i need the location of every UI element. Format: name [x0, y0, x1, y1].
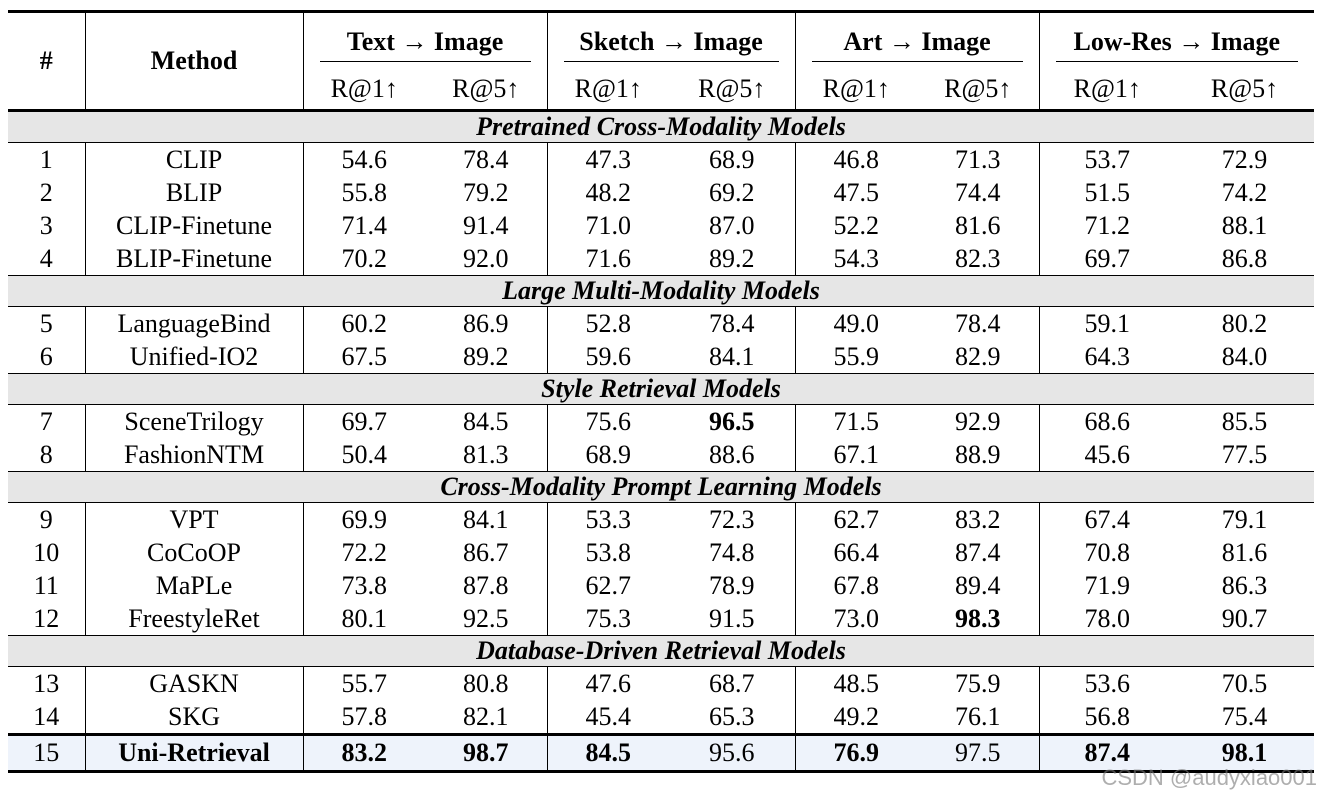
- metric-cell: 84.0: [1221, 341, 1268, 371]
- metric-cell: 91.4: [425, 209, 547, 242]
- metric-cell: 87.4: [917, 536, 1039, 569]
- table-row: [8, 438, 1314, 472]
- metric-cell: 71.5: [833, 406, 880, 436]
- metric-cell: 47.5: [833, 177, 880, 207]
- section-title: Large Multi-Modality Models: [8, 276, 1314, 307]
- metric-cell: 47.3: [585, 144, 632, 174]
- metric-cell: 92.0: [425, 242, 547, 276]
- method-name: CLIP-Finetune: [85, 209, 303, 242]
- metric-cell: 52.8: [585, 308, 632, 338]
- metric-cell: 70.5: [1221, 668, 1268, 698]
- metric-cell: 54.3: [833, 243, 880, 273]
- metric-cell: 67.5: [341, 341, 387, 371]
- metric-cell: 78.4: [425, 143, 547, 177]
- metric-cell: 45.4: [585, 701, 632, 731]
- metric-cell: 71.2: [1084, 210, 1131, 240]
- table-row: [8, 569, 1314, 602]
- metric-cell: 80.8: [425, 667, 547, 701]
- table-row: [8, 405, 1314, 439]
- metric-cell: 78.4: [917, 307, 1039, 341]
- metric-cell: 78.9: [669, 569, 795, 602]
- metric-cell: 75.4: [1221, 701, 1268, 731]
- metric-cell: 83.2: [303, 735, 425, 772]
- metric-cell: 54.6: [341, 144, 387, 174]
- method-name: FashionNTM: [85, 438, 303, 472]
- method-name: LanguageBind: [85, 307, 303, 341]
- metric-cell: 86.3: [1221, 570, 1268, 600]
- header-r1: R@1↑: [574, 74, 642, 103]
- metric-cell: 83.2: [917, 503, 1039, 537]
- header-group-label: Sketch → Image: [564, 21, 779, 62]
- section-header-row: [8, 472, 1314, 503]
- header-group-sketch: [547, 12, 795, 70]
- metric-cell: 46.8: [833, 144, 880, 174]
- metric-cell: 47.6: [585, 668, 632, 698]
- metric-cell: 72.3: [669, 503, 795, 537]
- header-group-label: Art → Image: [812, 21, 1023, 62]
- table-row: [8, 700, 1314, 735]
- metric-cell: 51.5: [1084, 177, 1131, 207]
- header-hash: #: [8, 12, 85, 111]
- metric-cell: 50.4: [341, 439, 387, 469]
- header-method: Method: [85, 12, 303, 111]
- table-row: [8, 503, 1314, 537]
- metric-cell: 81.6: [917, 209, 1039, 242]
- metric-cell: 84.1: [425, 503, 547, 537]
- metric-cell: 71.6: [585, 243, 632, 273]
- row-index: 12: [8, 602, 85, 636]
- metric-cell: 53.6: [1084, 668, 1131, 698]
- metric-cell: 84.1: [669, 340, 795, 374]
- header-r5: R@5↑: [669, 69, 795, 111]
- metric-cell: 92.5: [425, 602, 547, 636]
- metric-cell: 95.6: [669, 735, 795, 772]
- metric-cell: 77.5: [1221, 439, 1268, 469]
- row-index: 8: [8, 438, 85, 472]
- metric-cell: 71.9: [1084, 570, 1131, 600]
- metric-cell: 76.9: [795, 735, 917, 772]
- metric-cell: 73.8: [341, 570, 387, 600]
- metric-cell: 71.4: [341, 210, 387, 240]
- method-name: CLIP: [85, 143, 303, 177]
- metric-cell: 92.9: [917, 405, 1039, 439]
- metric-cell: 86.9: [425, 307, 547, 341]
- header-r5: R@5↑: [917, 69, 1039, 111]
- section-header-row: [8, 636, 1314, 667]
- section-header-row: [8, 276, 1314, 307]
- row-index: 4: [8, 242, 85, 276]
- method-name: Uni-Retrieval: [85, 735, 303, 772]
- metric-cell: 87.0: [669, 209, 795, 242]
- section-title: Cross-Modality Prompt Learning Models: [8, 472, 1314, 503]
- row-index: 14: [8, 700, 85, 735]
- metric-cell: 88.9: [917, 438, 1039, 472]
- metric-cell: 75.6: [585, 406, 632, 436]
- metric-cell: 74.2: [1221, 177, 1268, 207]
- metric-cell: 82.9: [917, 340, 1039, 374]
- metric-cell: 70.8: [1084, 537, 1131, 567]
- metric-cell: 81.3: [425, 438, 547, 472]
- metric-cell: 55.9: [833, 341, 880, 371]
- metric-cell: 87.8: [425, 569, 547, 602]
- metric-cell: 89.4: [917, 569, 1039, 602]
- table-row: [8, 176, 1314, 209]
- header-row-top: [8, 12, 1314, 70]
- metric-cell: 68.9: [585, 439, 632, 469]
- metric-cell: 96.5: [669, 405, 795, 439]
- metric-cell: 80.2: [1221, 308, 1268, 338]
- metric-cell: 73.0: [833, 603, 880, 633]
- metric-cell: 53.7: [1084, 144, 1131, 174]
- metric-cell: 78.0: [1084, 603, 1131, 633]
- method-name: GASKN: [85, 667, 303, 701]
- metric-cell: 88.1: [1221, 210, 1268, 240]
- table-row: [8, 602, 1314, 636]
- metric-cell: 72.2: [341, 537, 387, 567]
- metric-cell: 69.2: [669, 176, 795, 209]
- metric-cell: 98.7: [425, 735, 547, 772]
- header-r1: R@1↑: [822, 74, 890, 103]
- section-header-row: [8, 374, 1314, 405]
- metric-cell: 90.7: [1221, 603, 1268, 633]
- metric-cell: 74.4: [917, 176, 1039, 209]
- results-table: [8, 10, 1314, 773]
- metric-cell: 74.8: [669, 536, 795, 569]
- metric-cell: 80.1: [341, 603, 387, 633]
- metric-cell: 60.2: [341, 308, 387, 338]
- metric-cell: 82.1: [425, 700, 547, 735]
- metric-cell: 84.5: [547, 735, 669, 772]
- metric-cell: 70.2: [341, 243, 387, 273]
- metric-cell: 67.4: [1084, 504, 1131, 534]
- header-group-text: [303, 12, 547, 70]
- metric-cell: 69.7: [341, 406, 387, 436]
- header-group-label: Text → Image: [320, 21, 531, 62]
- table-row: [8, 340, 1314, 374]
- header-r1: R@1↑: [1073, 74, 1141, 103]
- row-index: 13: [8, 667, 85, 701]
- header-group-lowres: [1039, 12, 1314, 70]
- row-index: 10: [8, 536, 85, 569]
- header-r1: R@1↑: [330, 74, 398, 103]
- header-group-art: [795, 12, 1039, 70]
- metric-cell: 68.7: [669, 667, 795, 701]
- metric-cell: 64.3: [1084, 341, 1131, 371]
- metric-cell: 81.6: [1221, 537, 1268, 567]
- metric-cell: 45.6: [1084, 439, 1131, 469]
- method-name: VPT: [85, 503, 303, 537]
- metric-cell: 87.4: [1039, 735, 1175, 772]
- metric-cell: 86.7: [425, 536, 547, 569]
- section-title: Style Retrieval Models: [8, 374, 1314, 405]
- table-row: [8, 536, 1314, 569]
- row-index: 15: [8, 735, 85, 772]
- table-row: [8, 242, 1314, 276]
- metric-cell: 53.3: [585, 504, 632, 534]
- metric-cell: 79.2: [425, 176, 547, 209]
- row-index: 6: [8, 340, 85, 374]
- metric-cell: 71.3: [917, 143, 1039, 177]
- metric-cell: 65.3: [669, 700, 795, 735]
- table-row: [8, 307, 1314, 341]
- metric-cell: 67.8: [833, 570, 880, 600]
- metric-cell: 75.3: [585, 603, 632, 633]
- method-name: MaPLe: [85, 569, 303, 602]
- metric-cell: 98.1: [1175, 735, 1314, 772]
- metric-cell: 68.6: [1084, 406, 1131, 436]
- metric-cell: 71.0: [585, 210, 632, 240]
- method-name: BLIP-Finetune: [85, 242, 303, 276]
- metric-cell: 84.5: [425, 405, 547, 439]
- row-index: 11: [8, 569, 85, 602]
- metric-cell: 55.8: [341, 177, 387, 207]
- section-header-row: [8, 111, 1314, 143]
- metric-cell: 76.1: [917, 700, 1039, 735]
- metric-cell: 91.5: [669, 602, 795, 636]
- metric-cell: 67.1: [833, 439, 880, 469]
- method-name: SKG: [85, 700, 303, 735]
- metric-cell: 97.5: [917, 735, 1039, 772]
- table-row-highlighted: [8, 735, 1314, 772]
- section-title: Pretrained Cross-Modality Models: [8, 111, 1314, 143]
- metric-cell: 55.7: [341, 668, 387, 698]
- metric-cell: 48.5: [833, 668, 880, 698]
- table-row: [8, 209, 1314, 242]
- row-index: 3: [8, 209, 85, 242]
- method-name: Unified-IO2: [85, 340, 303, 374]
- metric-cell: 53.8: [585, 537, 632, 567]
- metric-cell: 49.2: [833, 701, 880, 731]
- header-group-label: Low-Res → Image: [1056, 21, 1299, 62]
- metric-cell: 59.6: [585, 341, 632, 371]
- row-index: 7: [8, 405, 85, 439]
- watermark: CSDN @audyxiao001: [1101, 765, 1317, 790]
- metric-cell: 69.9: [341, 504, 387, 534]
- row-index: 2: [8, 176, 85, 209]
- metric-cell: 79.1: [1221, 504, 1268, 534]
- metric-cell: 72.9: [1221, 144, 1268, 174]
- metric-cell: 69.7: [1084, 243, 1131, 273]
- method-name: BLIP: [85, 176, 303, 209]
- row-index: 1: [8, 143, 85, 177]
- method-name: CoCoOP: [85, 536, 303, 569]
- metric-cell: 56.8: [1084, 701, 1131, 731]
- metric-cell: 59.1: [1084, 308, 1131, 338]
- metric-cell: 78.4: [669, 307, 795, 341]
- metric-cell: 49.0: [833, 308, 880, 338]
- table-row: [8, 143, 1314, 177]
- metric-cell: 57.8: [341, 701, 387, 731]
- metric-cell: 48.2: [585, 177, 632, 207]
- metric-cell: 62.7: [833, 504, 880, 534]
- metric-cell: 85.5: [1221, 406, 1268, 436]
- method-name: FreestyleRet: [85, 602, 303, 636]
- metric-cell: 88.6: [669, 438, 795, 472]
- metric-cell: 62.7: [585, 570, 632, 600]
- table-row: [8, 667, 1314, 701]
- metric-cell: 52.2: [833, 210, 880, 240]
- metric-cell: 89.2: [669, 242, 795, 276]
- metric-cell: 98.3: [917, 602, 1039, 636]
- row-index: 9: [8, 503, 85, 537]
- metric-cell: 89.2: [425, 340, 547, 374]
- table-body: [8, 111, 1314, 772]
- method-name: SceneTrilogy: [85, 405, 303, 439]
- row-index: 5: [8, 307, 85, 341]
- metric-cell: 82.3: [917, 242, 1039, 276]
- metric-cell: 75.9: [917, 667, 1039, 701]
- header-r5: R@5↑: [1210, 74, 1279, 103]
- section-title: Database-Driven Retrieval Models: [8, 636, 1314, 667]
- metric-cell: 66.4: [833, 537, 880, 567]
- metric-cell: 86.8: [1221, 243, 1268, 273]
- metric-cell: 68.9: [669, 143, 795, 177]
- header-r5: R@5↑: [425, 69, 547, 111]
